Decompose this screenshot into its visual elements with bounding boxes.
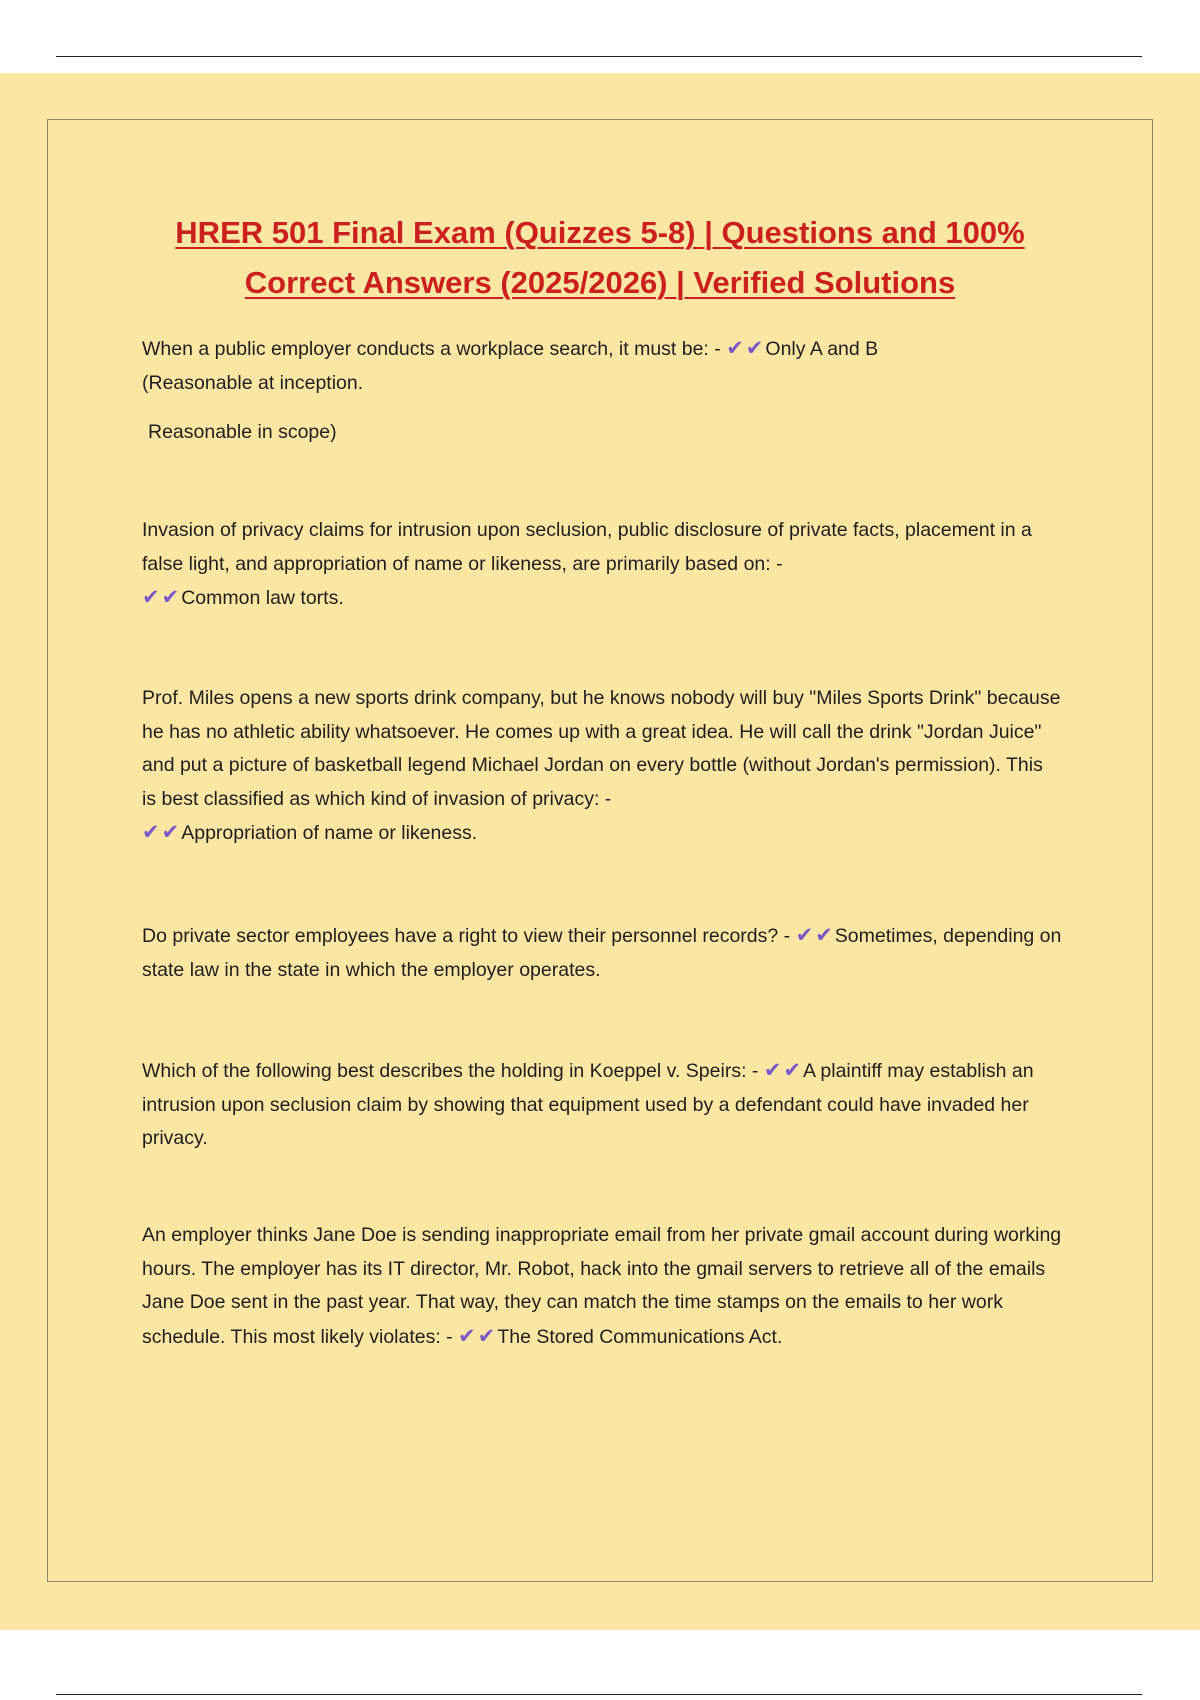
bottom-rule: [56, 1694, 1142, 1695]
checkmark-icon: ✔: [477, 1324, 496, 1348]
answer-text: Sometimes, depending on state law in the state in which the employer operates.: [142, 925, 1062, 981]
checkmark-icon: ✔: [795, 924, 814, 947]
document-title: [140, 208, 1060, 308]
qa-item-5: [142, 1054, 1062, 1156]
question-text: Do private sector employees have a right to view their personnel records? -: [142, 925, 791, 947]
question-text: An employer thinks Jane Doe is sending inappropriate email from her private gmail account during working hours. The employer has its IT director, Mr. Robot, hack into the gmail servers to retrieve all of the emails Jane Doe sent in the past year. That way, they can match the time stamps on the emails to her work schedule. This most likely violates: -: [142, 1224, 1062, 1348]
checkmark-icon: ✔: [161, 821, 180, 844]
qa-item-6: [142, 1219, 1062, 1354]
answer-marker: [142, 587, 181, 609]
answer-text: The Stored Communications Act.: [497, 1325, 783, 1348]
answer-text: Appropriation of name or likeness.: [181, 822, 478, 844]
qa-item-4: [142, 919, 1062, 987]
answer-text: Common law torts.: [181, 587, 344, 609]
checkmark-icon: ✔: [142, 586, 160, 609]
checkmark-icon: ✔: [726, 337, 744, 360]
qa-item-2: [142, 514, 1062, 616]
checkmark-icon: ✔: [161, 586, 180, 609]
checkmark-icon: ✔: [745, 337, 764, 360]
answer-marker: [458, 1326, 497, 1348]
checkmark-icon: ✔: [458, 1324, 476, 1348]
checkmark-icon: ✔: [142, 821, 160, 844]
answer-text: A plaintiff may establish an intrusion upon seclusion claim by showing that equipment used by a defendant could have invaded her privacy.: [142, 1060, 1034, 1149]
answer-marker: [764, 1060, 803, 1082]
qa-item-3: [142, 682, 1062, 851]
answer-marker: [796, 925, 835, 947]
title-line-1: HRER 501 Final Exam (Quizzes 5-8) | Questions and 100%: [175, 215, 1025, 250]
answer-text: Only A and B: [765, 338, 879, 360]
question-text: Invasion of privacy claims for intrusion upon seclusion, public disclosure of private facts, placement in a false light, and appropriation of name or likeness, are primarily based on: -: [142, 519, 1032, 575]
question-text: Which of the following best describes the holding in Koeppel v. Speirs: -: [142, 1060, 759, 1082]
qa-item-1: [142, 332, 1062, 450]
checkmark-icon: ✔: [763, 1059, 782, 1082]
title-line-2: Correct Answers (2025/2026) | Verified Solutions: [244, 265, 956, 300]
checkmark-icon: ✔: [815, 924, 833, 947]
answer-continuation: (Reasonable at inception.: [142, 371, 364, 394]
question-text: Prof. Miles opens a new sports drink company, but he knows nobody will buy "Miles Sports Drink" because he has no athletic ability whatsoever. He comes up with a great idea. He will call the drink "Jordan Juice" and put a picture of basketball legend Michael Jordan on every bottle (without Jordan's permission). This is best classified as which kind of invasion of privacy: -: [142, 687, 1061, 810]
top-rule: [56, 56, 1142, 57]
checkmark-icon: ✔: [783, 1059, 802, 1082]
answer-continuation: Reasonable in scope): [148, 421, 337, 443]
answer-marker: [142, 822, 181, 844]
answer-marker: [726, 338, 765, 360]
question-text: When a public employer conducts a workplace search, it must be: -: [142, 338, 721, 360]
